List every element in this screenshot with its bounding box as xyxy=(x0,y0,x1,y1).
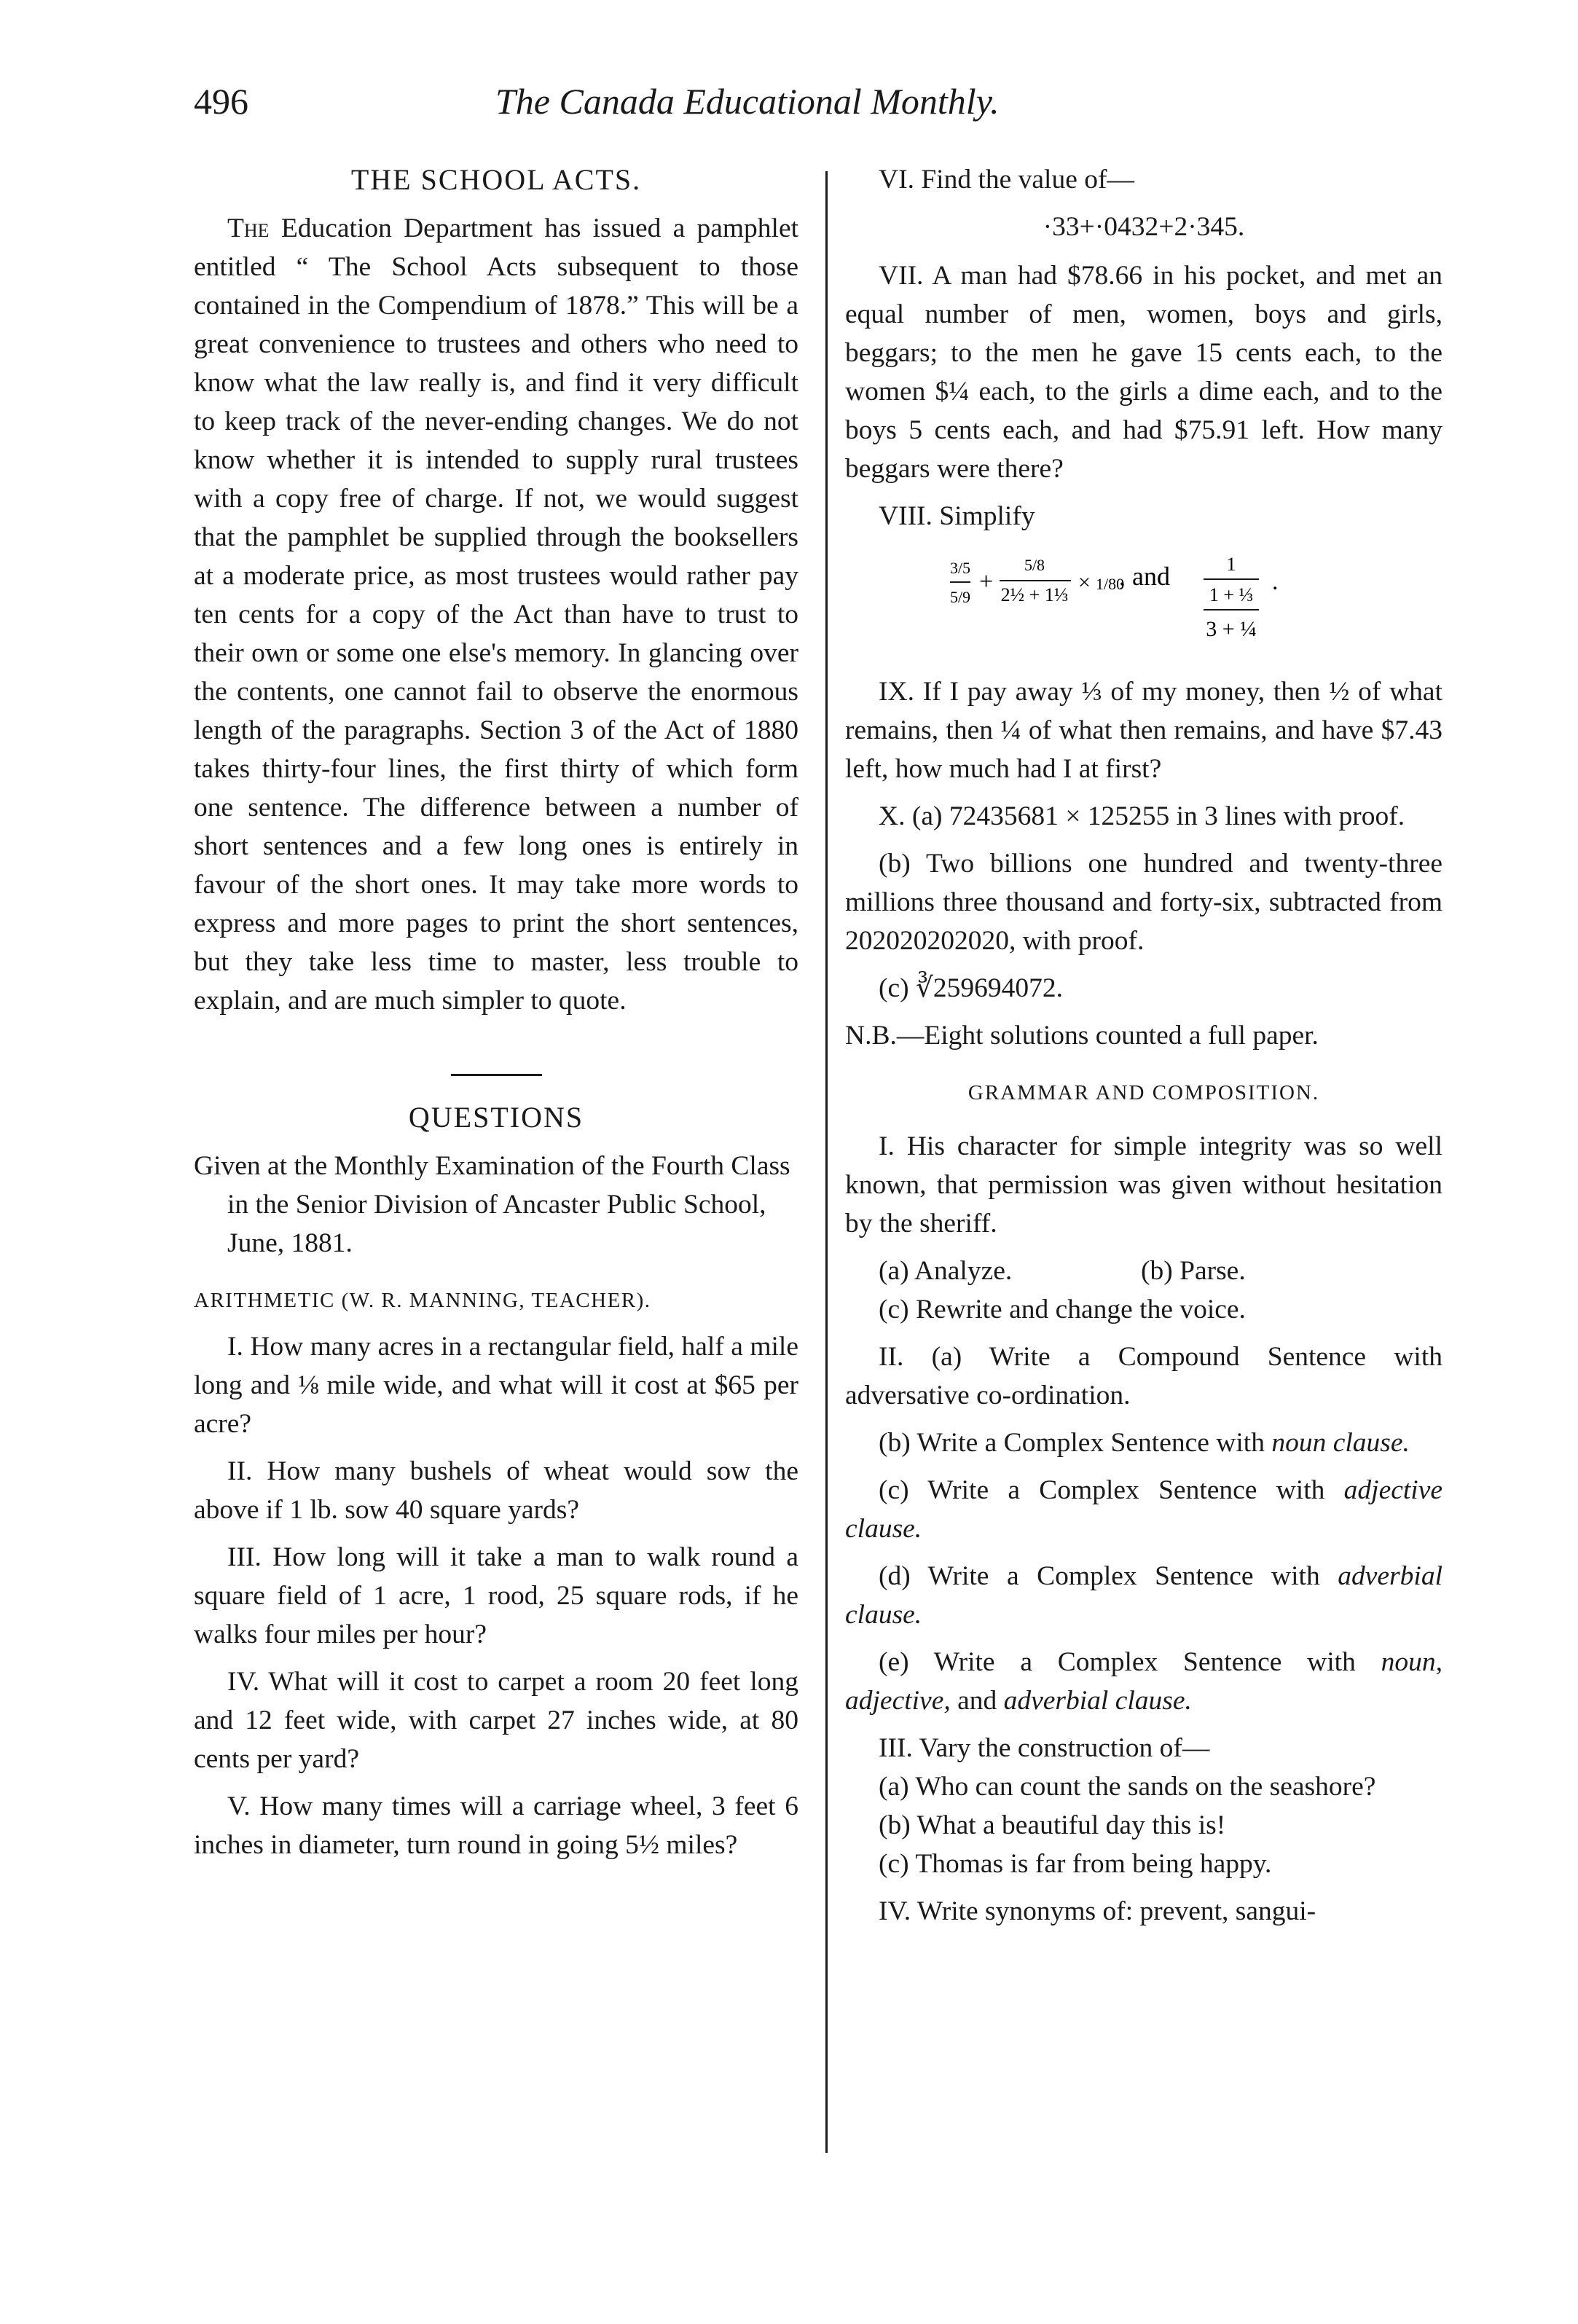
grammar-2a: II. (a) Write a Compound Sentence with adversative co-ordination. xyxy=(845,1342,1442,1410)
school-acts-paragraph xyxy=(194,209,798,1020)
grammar-1-subparts xyxy=(845,1252,1442,1290)
times-sign: × xyxy=(1078,570,1091,594)
school-acts-lead: The xyxy=(227,213,270,243)
column-divider xyxy=(825,171,828,2153)
grammar-1b: (b) Parse. xyxy=(1141,1256,1246,1286)
question-7: VII. A man had $78.66 in his pocket, and met an equal number of men, women, boys and girls, beggars; to the men he gave 15 cents each, to the women $¼ each, to the girls a dime each, and to the boys 5 cents each, and had $75.91 left. How many beggars were there? xyxy=(845,261,1442,484)
page-number: 496 xyxy=(194,81,248,122)
question-8: VIII. Simplify xyxy=(879,501,1035,531)
grammar-2e-text: (e) Write a Complex Sentence with xyxy=(879,1647,1356,1677)
left-column xyxy=(194,160,798,1864)
grammar-1a: (a) Analyze. xyxy=(879,1256,1013,1286)
grammar-2b-text: (b) Write a Complex Sentence with xyxy=(879,1428,1265,1458)
nota-bene: N.B.—Eight solutions counted a full paper. xyxy=(845,1021,1319,1051)
grammar-2e-emphasis-2: adverbial clause. xyxy=(1003,1686,1192,1716)
grammar-2d-emphasis: adverbial clause. xyxy=(845,1561,1442,1630)
grammar-2e-and: and xyxy=(957,1686,997,1716)
grammar-4: IV. Write synonyms of: prevent, sangui- xyxy=(879,1896,1316,1926)
grammar-2b xyxy=(845,1424,1442,1462)
question-10: X. (a) 72435681 × 125255 in 3 lines with proof. xyxy=(879,801,1405,831)
grammar-1c: (c) Rewrite and change the voice. xyxy=(879,1295,1246,1324)
question-1: I. How many acres in a rectangular field, half a mile long and ⅛ mile wide, and what will it cost at $65 per acre? xyxy=(194,1332,798,1439)
question-6-expression: ·33+·0432+2·345. xyxy=(1043,212,1245,242)
grammar-2c-text: (c) Write a Complex Sentence with xyxy=(879,1475,1325,1505)
question-5: V. How many times will a carriage wheel, 3 feet 6 inches in diameter, turn round in going 5½ miles? xyxy=(194,1791,798,1860)
section-rule xyxy=(451,1074,542,1076)
school-acts-heading: THE SCHOOL ACTS. xyxy=(350,163,642,196)
question-10b: (b) Two billions one hundred and twenty-three millions three thousand and forty-six, subtracted from 202020202020, with proof. xyxy=(845,849,1442,956)
complex-fraction-middle: 1 + ⅓ xyxy=(1209,584,1254,605)
grammar-3: III. Vary the construction of— xyxy=(879,1733,1210,1763)
fraction-2-numerator: 5/8 xyxy=(1024,556,1045,574)
fraction-1-denominator: 5/9 xyxy=(949,588,971,606)
grammar-3a: (a) Who can count the sands on the seashore? xyxy=(879,1772,1376,1802)
running-head: The Canada Educational Monthly. xyxy=(495,81,1000,122)
complex-fraction-numerator: 1 xyxy=(1226,554,1236,575)
grammar-3c: (c) Thomas is far from being happy. xyxy=(879,1849,1272,1879)
question-6: VI. Find the value of— xyxy=(879,165,1134,195)
grammar-2b-emphasis: noun clause. xyxy=(1271,1428,1410,1458)
arithmetic-heading: ARITHMETIC (W. R. MANNING, TEACHER). xyxy=(194,1289,651,1312)
plus-sign: + xyxy=(979,568,994,595)
grammar-2e xyxy=(845,1643,1442,1720)
grammar-2c-emphasis: adjective clause. xyxy=(845,1475,1442,1544)
questions-intro: Given at the Monthly Examination of the Fourth Class in the Senior Division of Ancaster Public School, June, 1881. xyxy=(194,1151,790,1258)
question-2: II. How many bushels of wheat would sow the above if 1 lb. sow 40 square yards? xyxy=(194,1456,798,1525)
right-column xyxy=(845,160,1442,1931)
grammar-2d xyxy=(845,1557,1442,1634)
question-8-expression xyxy=(845,541,1442,665)
fraction-1-numerator: 3/5 xyxy=(949,559,971,577)
grammar-2c xyxy=(845,1471,1442,1548)
fraction-2-denominator: 2½ + 1⅓ xyxy=(1000,584,1069,605)
question-3: III. How long will it take a man to walk round a square field of 1 acre, 1 rood, 25 square rods, if he walks four miles per hour? xyxy=(194,1542,798,1649)
questions-heading: QUESTIONS xyxy=(408,1101,584,1134)
grammar-2e-emphasis-1: noun, adjective, xyxy=(845,1647,1442,1716)
complex-fraction-bottom: 3 + ¼ xyxy=(1206,617,1257,641)
question-4: IV. What will it cost to carpet a room 20 feet long and 12 feet wide, with carpet 27 inches wide, at 80 cents per yard? xyxy=(194,1667,798,1774)
question-10c: (c) ∛259694072. xyxy=(879,973,1064,1003)
grammar-heading: GRAMMAR AND COMPOSITION. xyxy=(967,1081,1320,1104)
grammar-1: I. His character for simple integrity was so well known, that permission was given without hesitation by the sheriff. xyxy=(845,1131,1442,1238)
multiplier: 1/80 xyxy=(1096,575,1125,593)
math-period: . xyxy=(1272,568,1279,595)
school-acts-body: Education Department has issued a pamphlet entitled “ The School Acts subsequent to those contained in the Compendium of 1878.” This will be a great convenience to trustees and others who need to know what the law really is, and find it very difficult to keep track of the never-ending changes. We do not know whether it is intended to supply rural trustees with a copy free of charge. If not, we would suggest that the pamphlet be supplied through the booksellers at a moderate price, as most trustees would rather pay ten cents for a copy of the Act than have to trust to their own or some one else's memory. In glancing over the contents, one cannot fail to observe the enormous length of the paragraphs. Section 3 of the Act of 1880 takes thirty-four lines, the first thirty of which form one sentence. The difference between a number of short sentences and a few long ones is entirely in favour of the short ones. It may take more words to express and more pages to print the short sentences, but they take less time to master, less trouble to explain, and are much simpler to quote. xyxy=(194,213,799,1016)
question-9: IX. If I pay away ⅓ of my money, then ½ of what remains, then ¼ of what then remains, and have $7.43 left, how much had I at first? xyxy=(845,677,1442,784)
and-word: , and xyxy=(1119,562,1170,591)
grammar-3b: (b) What a beautiful day this is! xyxy=(879,1810,1226,1840)
grammar-2d-text: (d) Write a Complex Sentence with xyxy=(879,1561,1320,1591)
